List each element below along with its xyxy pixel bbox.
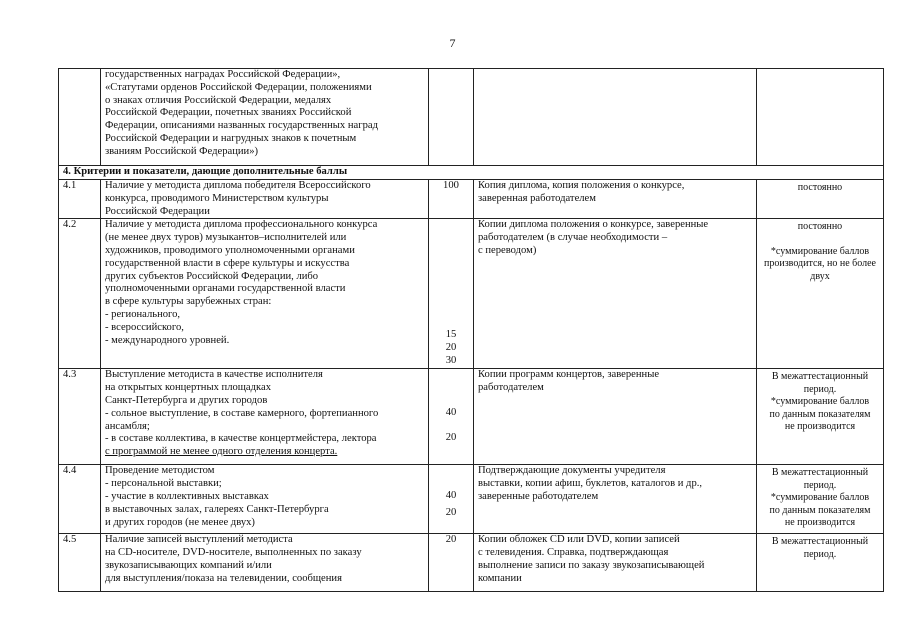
criteria-cell: Наличие записей выступлений методиста на CD-носителе, DVD-носителе, выполненных по заказу звукозаписывающих компаний и/или для выступления/показа на телевидении, сообщения bbox=[101, 534, 429, 592]
criteria-cell: Наличие у методиста диплома профессионального конкурса (не менее двух туров) музыкантов–исполнителей или художников, проводимого уполномоченными органами государственной власти в сфере культуры и искусства других субъектов Российской Федерации, либо уполномоченными органами государственной власти в сфере культуры зарубежных стран: - регионального, - всероссийского, - международного уровней. bbox=[101, 219, 429, 369]
documents-cell: Копия диплома, копия положения о конкурсе, заверенная работодателем bbox=[474, 180, 757, 219]
table-row bbox=[59, 219, 884, 369]
table-row bbox=[59, 69, 884, 166]
criteria-cell: государственных наградах Российской Федерации», «Статутами орденов Российской Федерации, положениями о знаках отличия Российской Федерации, медалях Российской Федерации, почетных званиях Российской Федерации, описаниями названных государственных наград Российской Федерации и нагрудных знаков к почетным званиям Российской Федерации») bbox=[101, 69, 429, 166]
table-row bbox=[59, 534, 884, 592]
note-cell: В межаттестационный период. *суммирование баллов по данным показателям не производится bbox=[757, 465, 884, 534]
section-header-row bbox=[59, 166, 884, 180]
criteria-cell: Выступление методиста в качестве исполнителя на открытых концертных площадках Санкт-Петербурга и других городов - сольное выступление, в составе камерного, фортепианного ансамбля; - в составе коллектива, в качестве концертмейстера, лектора с программой не менее одного отделения концерта. bbox=[101, 369, 429, 465]
points-cell: 20 bbox=[429, 534, 474, 592]
documents-cell: Копии программ концертов, заверенные работодателем bbox=[474, 369, 757, 465]
points-cell: 40 20 bbox=[429, 369, 474, 465]
row-number: 4.2 bbox=[59, 219, 101, 369]
points-cell: 40 20 bbox=[429, 465, 474, 534]
page-number: 7 bbox=[449, 36, 456, 50]
section-title: 4. Критерии и показатели, дающие дополнительные баллы bbox=[59, 166, 884, 180]
row-number: 4.5 bbox=[59, 534, 101, 592]
note-cell: постоянно *суммирование баллов производится, но не более двух bbox=[757, 219, 884, 369]
table-row bbox=[59, 465, 884, 534]
row-number: 4.4 bbox=[59, 465, 101, 534]
criteria-cell: Наличие у методиста диплома победителя Всероссийского конкурса, проводимого Министерством культуры Российской Федерации bbox=[101, 180, 429, 219]
table-row bbox=[59, 180, 884, 219]
documents-cell: Копии обложек CD или DVD, копии записей с телевидения. Справка, подтверждающая выполнение записи по заказу звукозаписывающей компании bbox=[474, 534, 757, 592]
note-cell: постоянно bbox=[757, 180, 884, 219]
row-number: 4.3 bbox=[59, 369, 101, 465]
note-cell: В межаттестационный период. *суммирование баллов по данным показателям не производится bbox=[757, 369, 884, 465]
documents-cell: Подтверждающие документы учредителя выставки, копии афиш, буклетов, каталогов и др., заверенные работодателем bbox=[474, 465, 757, 534]
documents-cell: Копии диплома положения о конкурсе, заверенные работодателем (в случае необходимости – с переводом) bbox=[474, 219, 757, 369]
points-cell: 100 bbox=[429, 180, 474, 219]
note-cell: В межаттестационный период. bbox=[757, 534, 884, 592]
criteria-cell: Проведение методистом - персональной выставки; - участие в коллективных выставках в выставочных залах, галереях Санкт-Петербурга и других городов (не менее двух) bbox=[101, 465, 429, 534]
criteria-table bbox=[58, 68, 884, 592]
points-cell: 15 20 30 bbox=[429, 219, 474, 369]
row-number: 4.1 bbox=[59, 180, 101, 219]
table-row bbox=[59, 369, 884, 465]
